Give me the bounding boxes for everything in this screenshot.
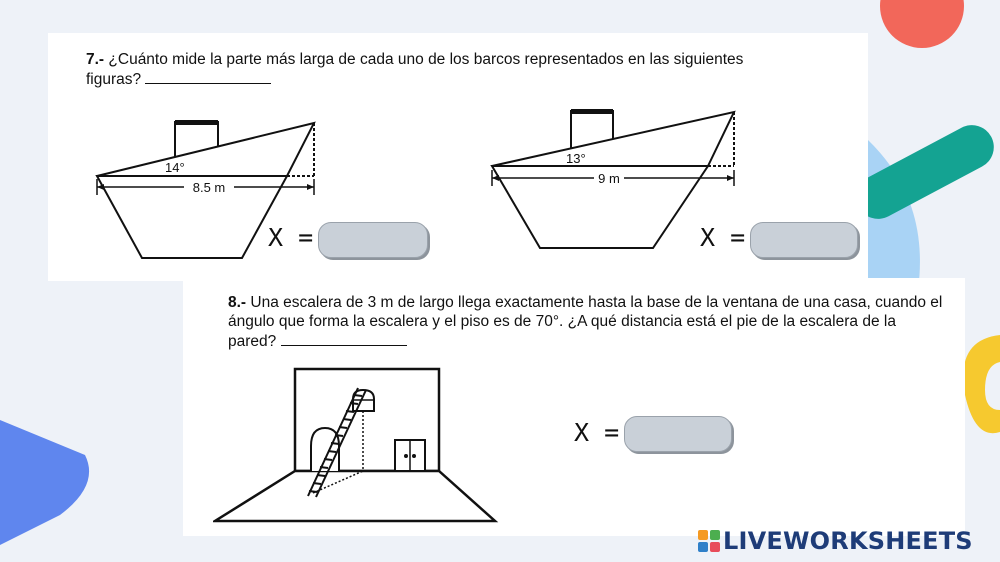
boat-2-angle-label: 13° (566, 151, 586, 166)
question-8-number: 8.- (228, 294, 247, 311)
boat-2-length-label: 9 m (598, 171, 620, 186)
logo-blocks-icon (698, 530, 720, 552)
boat-1-angle-label: 14° (165, 160, 185, 175)
question-8-statement: Una escalera de 3 m de largo llega exactamente hasta la base de la ventana de una casa, cuando el ángulo que forma la escalera y el piso es de 70°. ¿A qué distancia está el pie de la escalera de la pared? (228, 294, 943, 350)
question-7-blank (145, 69, 271, 84)
answer-input-boat-1[interactable] (318, 222, 428, 258)
question-7-card (48, 33, 868, 281)
question-7-number: 7.- (86, 51, 105, 68)
answer-3-x-label: X = (574, 418, 620, 447)
red-sphere-decoration (880, 0, 964, 48)
question-8-text (228, 293, 943, 351)
answer-1-x-label: X = (268, 223, 314, 252)
arched-doorway (311, 428, 339, 471)
question-8-card (183, 278, 965, 536)
liveworksheets-logo (698, 527, 973, 555)
boat-1-length-label: 8.5 m (192, 180, 226, 195)
floor (215, 471, 495, 521)
yellow-ring-decoration (963, 335, 1000, 433)
question-8-blank (281, 331, 407, 346)
answer-input-boat-2[interactable] (750, 222, 858, 258)
answer-input-ladder[interactable] (624, 416, 732, 452)
blue-cone-decoration (0, 420, 89, 545)
answer-2-x-label: X = (700, 223, 746, 252)
ladder-house-figure (213, 366, 503, 526)
question-7-statement: ¿Cuánto mide la parte más larga de cada uno de los barcos representados en las siguientes figuras? (86, 51, 744, 88)
logo-text: LIVEWORKSHEETS (723, 527, 973, 555)
question-7-text (86, 50, 796, 89)
